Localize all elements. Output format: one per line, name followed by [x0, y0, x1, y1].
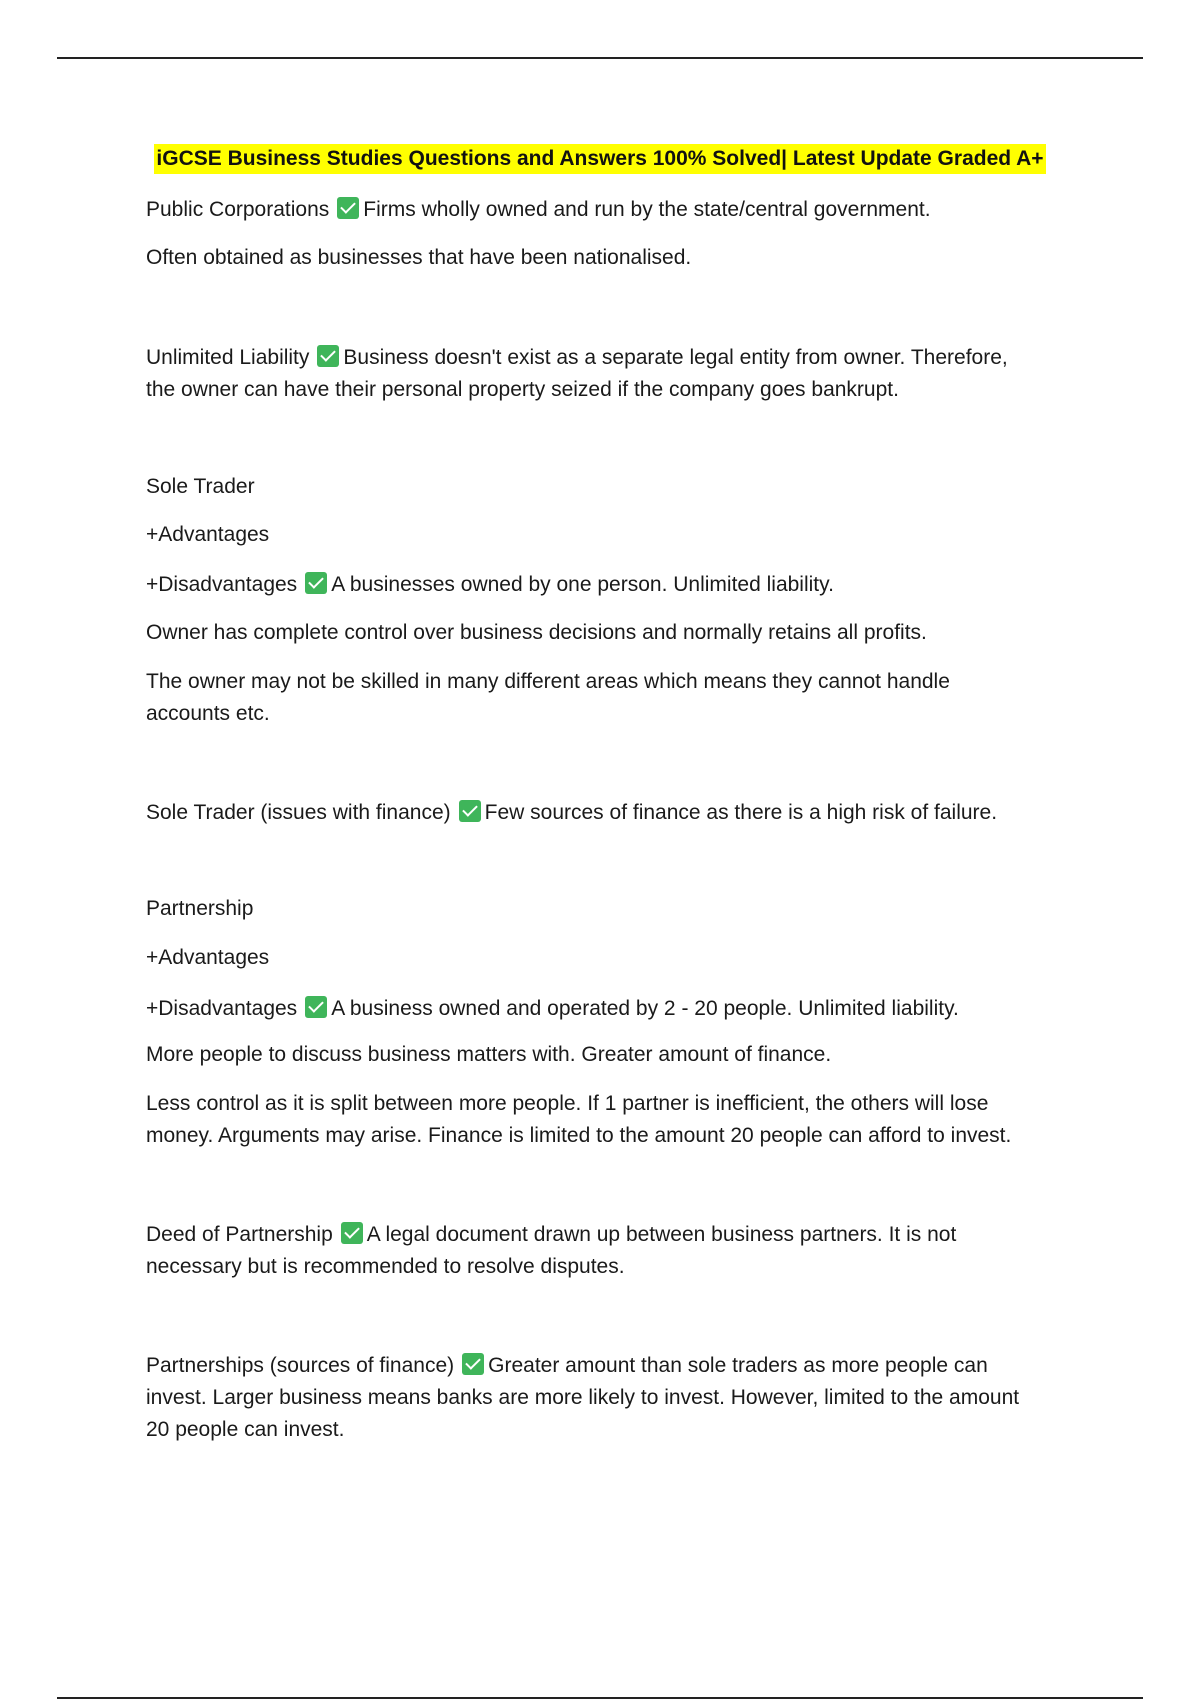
answer-deed-of-partnership-2: necessary but is recommended to resolve disputes. [146, 1255, 625, 1278]
term-partnerships-finance: Partnerships (sources of finance) [146, 1354, 455, 1377]
term-partnership: Partnership [146, 897, 254, 920]
check-box-icon [341, 1222, 363, 1244]
entry-unlimited-liability [146, 342, 1086, 374]
sole-trader-advantages: +Advantages [146, 523, 270, 546]
answer-public-corporations-1: Firms wholly owned and run by the state/central government. [363, 198, 931, 221]
answer-sole-trader-finance-1: Few sources of finance as there is a high risk of failure. [484, 801, 998, 824]
check-box-icon [459, 800, 481, 822]
answer-sole-trader-2: Owner has complete control over business decisions and normally retains all profits. [146, 621, 927, 644]
answer-partnership-1: A business owned and operated by 2 - 20 people. Unlimited liability. [331, 997, 959, 1020]
answer-partnership-4: money. Arguments may arise. Finance is limited to the amount 20 people can afford to invest. [146, 1124, 1012, 1147]
term-sole-trader-finance: Sole Trader (issues with finance) [146, 801, 451, 824]
entry-partnerships-finance [146, 1350, 1086, 1382]
document-title: iGCSE Business Studies Questions and Answers 100% Solved| Latest Update Graded A+ [154, 144, 1045, 174]
entry-deed-of-partnership [146, 1219, 1086, 1251]
term-sole-trader: Sole Trader [146, 475, 255, 498]
answer-partnerships-finance-2: invest. Larger business means banks are more likely to invest. However, limited to the amount [146, 1386, 1020, 1409]
entry-sole-trader-finance [146, 797, 1086, 829]
answer-sole-trader-4: accounts etc. [146, 702, 270, 725]
answer-partnerships-finance-1: Greater amount than sole traders as more people can [488, 1354, 988, 1377]
partnership-disadvantages: +Disadvantages [146, 997, 298, 1020]
partnership-advantages: +Advantages [146, 946, 270, 969]
entry-public-corporations [146, 194, 1086, 226]
title-container [0, 144, 1200, 174]
answer-partnership-3: Less control as it is split between more people. If 1 partner is inefficient, the others will lose [146, 1092, 989, 1115]
answer-partnerships-finance-3: 20 people can invest. [146, 1418, 345, 1441]
check-box-icon [305, 996, 327, 1018]
check-box-icon [462, 1353, 484, 1375]
answer-partnership-2: More people to discuss business matters with. Greater amount of finance. [146, 1043, 832, 1066]
entry-sole-trader-disadvantages [146, 569, 1086, 601]
term-deed-of-partnership: Deed of Partnership [146, 1223, 333, 1246]
answer-deed-of-partnership-1: A legal document drawn up between business partners. It is not [366, 1223, 957, 1246]
entry-partnership-disadvantages [146, 993, 1086, 1025]
top-rule [57, 57, 1143, 59]
term-public-corporations: Public Corporations [146, 198, 330, 221]
bottom-rule [57, 1697, 1143, 1699]
check-box-icon [317, 345, 339, 367]
check-box-icon [305, 572, 327, 594]
answer-unlimited-liability-2: the owner can have their personal property seized if the company goes bankrupt. [146, 378, 899, 401]
check-box-icon [337, 197, 359, 219]
answer-sole-trader-3: The owner may not be skilled in many different areas which means they cannot handle [146, 670, 950, 693]
term-unlimited-liability: Unlimited Liability [146, 346, 310, 369]
answer-public-corporations-2: Often obtained as businesses that have been nationalised. [146, 246, 692, 269]
sole-trader-disadvantages: +Disadvantages [146, 573, 298, 596]
answer-sole-trader-1: A businesses owned by one person. Unlimited liability. [331, 573, 834, 596]
answer-unlimited-liability-1: Business doesn't exist as a separate legal entity from owner. Therefore, [343, 346, 1008, 369]
